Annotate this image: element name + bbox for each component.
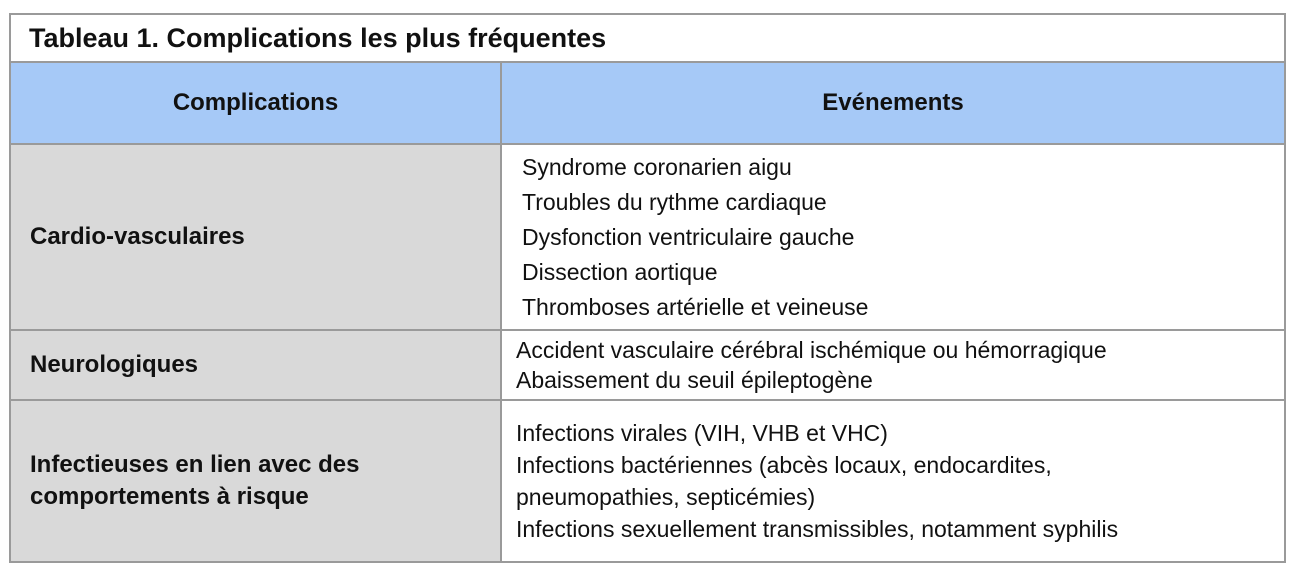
event-item: Thromboses artérielle et veineuse <box>522 293 869 320</box>
event-item: Infections virales (VIH, VHB et VHC) <box>516 420 888 446</box>
event-item: Accident vasculaire cérébral ischémique ou hémorragique <box>516 337 1107 363</box>
table-row <box>11 400 1284 561</box>
table-title: Tableau 1. Complications les plus fréquentes <box>11 15 1284 63</box>
category-line: comportements à risque <box>30 483 309 510</box>
complications-table <box>11 63 1284 561</box>
event-item: Syndrome coronarien aigu <box>522 153 792 180</box>
event-item: Dissection aortique <box>522 258 718 285</box>
category-cell: Cardio-vasculaires <box>11 144 501 330</box>
header-row <box>11 63 1284 144</box>
event-item: Infections bactériennes (abcès locaux, endocardites, <box>516 452 1052 478</box>
events-cell <box>501 330 1284 400</box>
table-row <box>11 144 1284 330</box>
header-evenements: Evénements <box>501 63 1284 144</box>
table-row <box>11 330 1284 400</box>
events-cell <box>501 144 1284 330</box>
event-item: Infections sexuellement transmissibles, notamment syphilis <box>516 516 1119 542</box>
event-item: pneumopathies, septicémies) <box>516 484 816 510</box>
table-frame <box>9 13 1286 563</box>
event-item: Dysfonction ventriculaire gauche <box>522 223 855 250</box>
category-cell: Neurologiques <box>11 330 501 400</box>
category-cell <box>11 400 501 561</box>
category-line: Infectieuses en lien avec des <box>30 451 360 478</box>
event-item: Troubles du rythme cardiaque <box>522 188 827 215</box>
events-cell <box>501 400 1284 561</box>
header-complications: Complications <box>11 63 501 144</box>
event-item: Abaissement du seuil épileptogène <box>516 367 873 393</box>
